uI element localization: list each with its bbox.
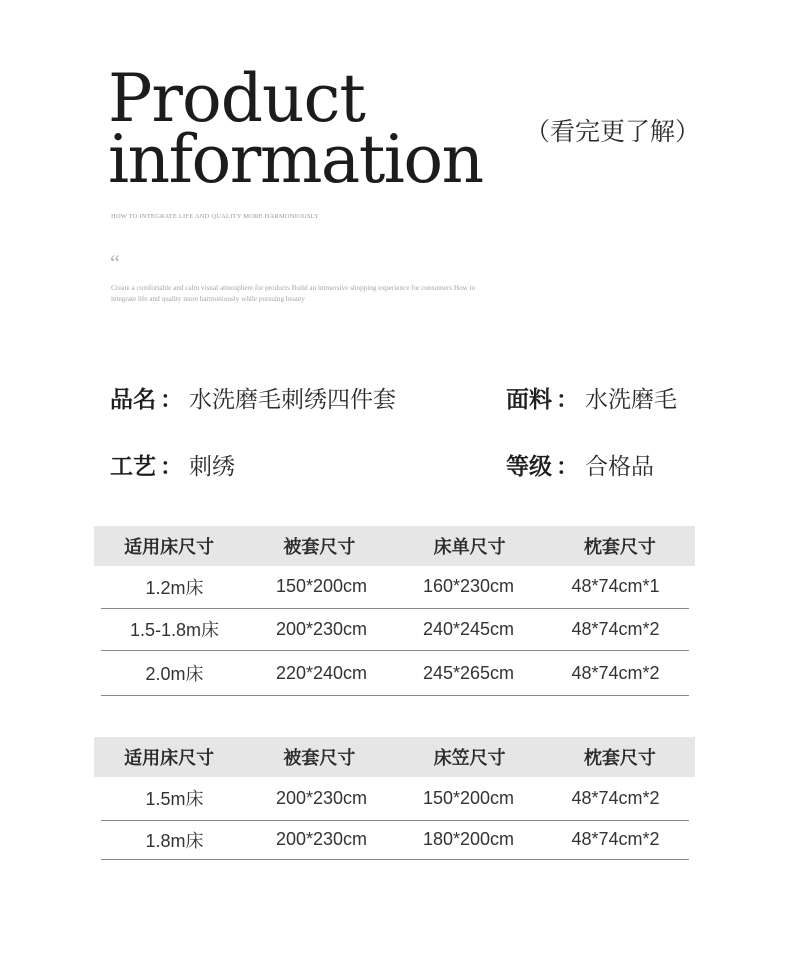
header-cell: 被套尺寸 xyxy=(283,537,356,558)
table-row xyxy=(101,821,689,861)
table-cell: 200*230cm xyxy=(275,829,368,850)
spec-label: 品名 xyxy=(110,387,156,413)
table-row xyxy=(101,651,689,696)
page-title-line-1: Product xyxy=(108,60,365,137)
header-cell: 枕套尺寸 xyxy=(583,748,656,769)
table-cell: 1.2m床 xyxy=(145,577,204,598)
table-header xyxy=(94,526,695,566)
table-header xyxy=(94,737,695,777)
spec-craft xyxy=(110,448,235,481)
table-cell: 1.5m床 xyxy=(145,789,204,810)
table-cell: 150*200cm xyxy=(275,576,368,597)
spec-grade xyxy=(506,448,654,481)
spec-colon: ： xyxy=(160,387,183,413)
table-cell: 200*230cm xyxy=(275,787,368,808)
spec-colon: ： xyxy=(556,387,579,413)
table-cell: 48*74cm*1 xyxy=(571,576,660,597)
table-cell: 48*74cm*2 xyxy=(571,662,660,683)
spec-product-name xyxy=(110,381,396,414)
table-cell: 180*200cm xyxy=(422,829,515,850)
spec-value: 刺绣 xyxy=(189,454,235,480)
table-cell: 200*230cm xyxy=(275,618,368,639)
header-cell: 床笠尺寸 xyxy=(433,748,506,769)
page-title-line-2: information xyxy=(108,121,483,198)
table-cell: 160*230cm xyxy=(422,576,515,597)
table-cell: 1.8m床 xyxy=(145,830,204,851)
spec-value: 水洗磨毛刺绣四件套 xyxy=(189,387,396,413)
table-cell: 48*74cm*2 xyxy=(571,787,660,808)
spec-value: 水洗磨毛 xyxy=(585,387,677,413)
table-row xyxy=(101,777,689,821)
table-cell: 2.0m床 xyxy=(145,664,204,684)
table-row xyxy=(101,609,689,652)
spec-colon: ： xyxy=(556,454,579,480)
read-more-note: （看完更了解） xyxy=(525,117,701,146)
table-cell: 48*74cm*2 xyxy=(571,829,660,850)
spec-label: 等级 xyxy=(506,454,552,480)
spec-colon: ： xyxy=(160,454,183,480)
description-text: Create a comfortable and calm visual atmosphere for products Build an immersive shopping experience for consumers How to integrate life and quality more harmoniously while pursuing beauty xyxy=(111,284,476,303)
table-row xyxy=(101,566,689,609)
table-cell: 240*245cm xyxy=(422,618,515,639)
header-cell: 床单尺寸 xyxy=(433,537,506,558)
tagline: HOW TO INTEGRATE LIFE AND QUALITY MORE HARMONIOUSLY xyxy=(111,213,320,220)
table-cell: 150*200cm xyxy=(422,787,515,808)
spec-fabric xyxy=(506,381,677,414)
spec-label: 工艺 xyxy=(110,454,156,480)
spec-label: 面料 xyxy=(506,387,552,413)
table-cell: 220*240cm xyxy=(275,662,368,683)
header-cell: 适用床尺寸 xyxy=(124,537,215,558)
spec-value: 合格品 xyxy=(585,454,654,480)
quote-icon: “ xyxy=(110,250,120,275)
size-table-bed-sheet xyxy=(94,526,695,696)
table-cell: 245*265cm xyxy=(422,662,515,683)
header-cell: 枕套尺寸 xyxy=(583,537,656,558)
table-cell: 1.5-1.8m床 xyxy=(129,620,220,641)
size-table-fitted-sheet xyxy=(94,737,695,860)
header-cell: 被套尺寸 xyxy=(283,748,356,769)
header-cell: 适用床尺寸 xyxy=(124,748,215,769)
table-cell: 48*74cm*2 xyxy=(571,618,660,639)
